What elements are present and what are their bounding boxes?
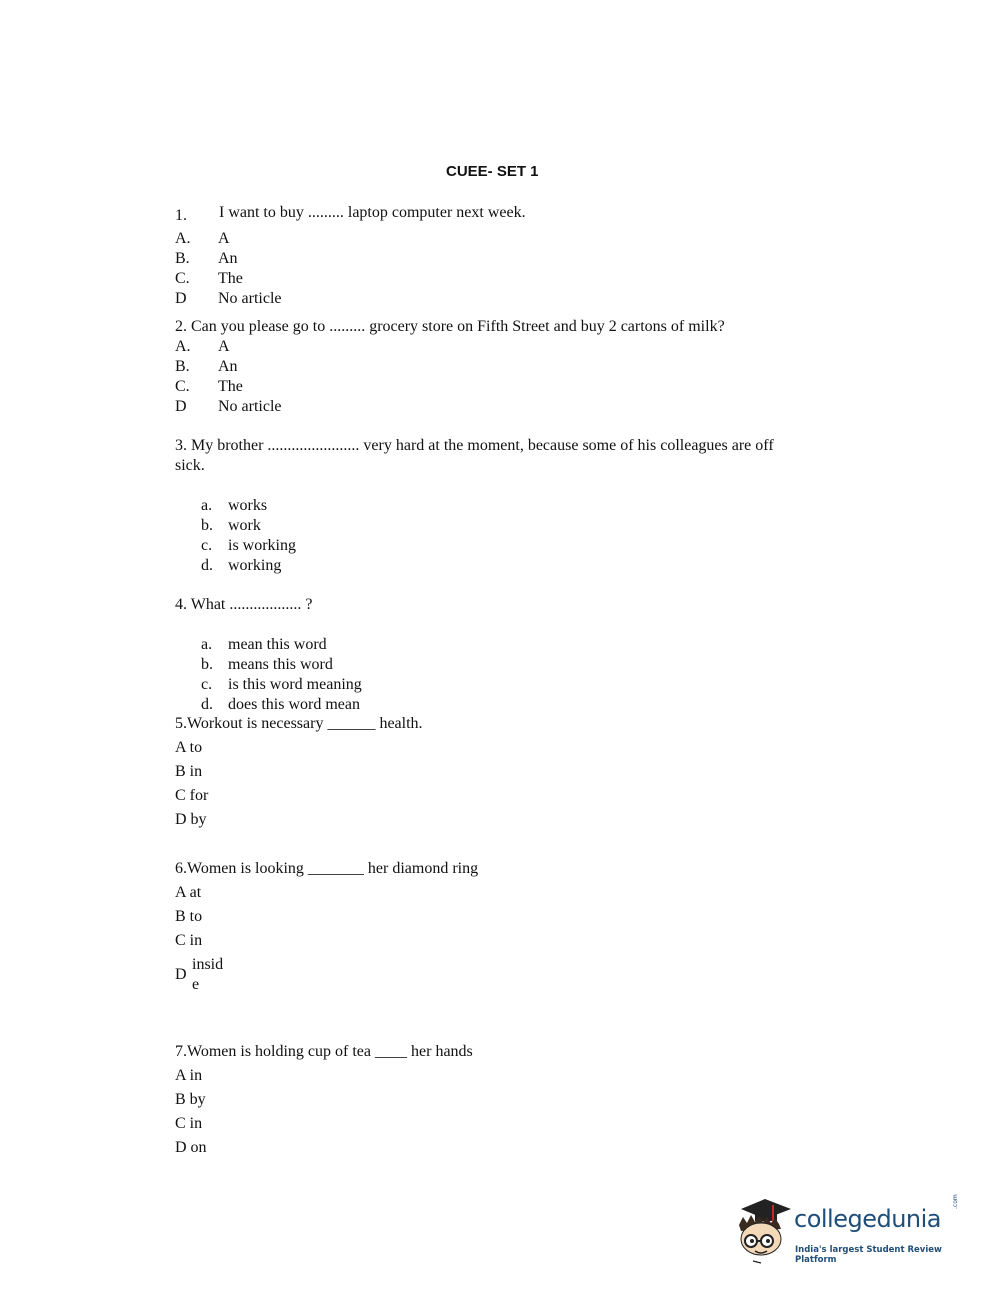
option-label: A.	[175, 230, 191, 247]
option-label: a.	[201, 636, 213, 653]
option-text: The	[218, 270, 243, 287]
question-6-text: 6.Women is looking _______ her diamond ring	[175, 860, 479, 877]
logo-tagline: India's largest Student Review Platform	[795, 1245, 942, 1265]
collegedunia-logo	[733, 1195, 963, 1267]
question-4-text: 4. What .................. ?	[175, 596, 313, 613]
option-label: a.	[201, 497, 213, 514]
option-text: works	[228, 497, 268, 514]
option-text: mean this word	[228, 636, 327, 653]
option-label: c.	[201, 676, 213, 693]
option-text: An	[218, 358, 238, 375]
option-text-cont: e	[192, 976, 200, 993]
option-text: is this word meaning	[228, 676, 362, 693]
option-label: b.	[201, 656, 213, 673]
question-2-text: 2. Can you please go to ......... grocery store on Fifth Street and buy 2 cartons of milk?	[175, 318, 725, 335]
option-text: A in	[175, 1067, 203, 1084]
question-5-text: 5.Workout is necessary ______ health.	[175, 715, 423, 732]
question-3-text: 3. My brother ....................... very hard at the moment, because some of his colleagues are off	[175, 437, 774, 454]
option-label: C.	[175, 270, 190, 287]
option-text: working	[228, 557, 282, 574]
option-text: D on	[175, 1139, 207, 1156]
option-text: work	[228, 517, 261, 534]
option-text: is working	[228, 537, 296, 554]
option-text: C in	[175, 932, 203, 949]
option-text: does this word mean	[228, 696, 360, 713]
option-label: D	[175, 398, 187, 415]
logo-wordmark: collegedunia	[794, 1205, 942, 1233]
option-text: A	[218, 338, 230, 355]
option-text: An	[218, 250, 238, 267]
option-text: No article	[218, 290, 282, 307]
option-text: A to	[175, 739, 203, 756]
option-label: D	[175, 966, 187, 983]
logo-suffix: .com	[952, 1194, 959, 1209]
option-text: means this word	[228, 656, 333, 673]
option-text: The	[218, 378, 243, 395]
option-text: B by	[175, 1091, 206, 1108]
option-text: A	[218, 230, 230, 247]
option-label: c.	[201, 537, 213, 554]
question-7-text: 7.Women is holding cup of tea ____ her hands	[175, 1043, 473, 1060]
option-label: D	[175, 290, 187, 307]
option-label: b.	[201, 517, 213, 534]
option-text: insid	[192, 956, 224, 973]
question-1-text: I want to buy ......... laptop computer next week.	[219, 204, 526, 221]
option-text: No article	[218, 398, 282, 415]
option-text: C in	[175, 1115, 203, 1132]
option-text: B in	[175, 763, 203, 780]
option-text: A at	[175, 884, 202, 901]
question-1-number: 1.	[175, 207, 187, 224]
option-label: A.	[175, 338, 191, 355]
document-title: CUEE- SET 1	[446, 163, 539, 180]
option-text: D by	[175, 811, 207, 828]
option-label: B.	[175, 250, 190, 267]
mascot-icon	[733, 1195, 795, 1267]
option-text: C for	[175, 787, 209, 804]
option-label: B.	[175, 358, 190, 375]
option-text: B to	[175, 908, 203, 925]
option-label: C.	[175, 378, 190, 395]
option-label: d.	[201, 696, 213, 713]
question-3-text-cont: sick.	[175, 457, 205, 474]
option-label: d.	[201, 557, 213, 574]
